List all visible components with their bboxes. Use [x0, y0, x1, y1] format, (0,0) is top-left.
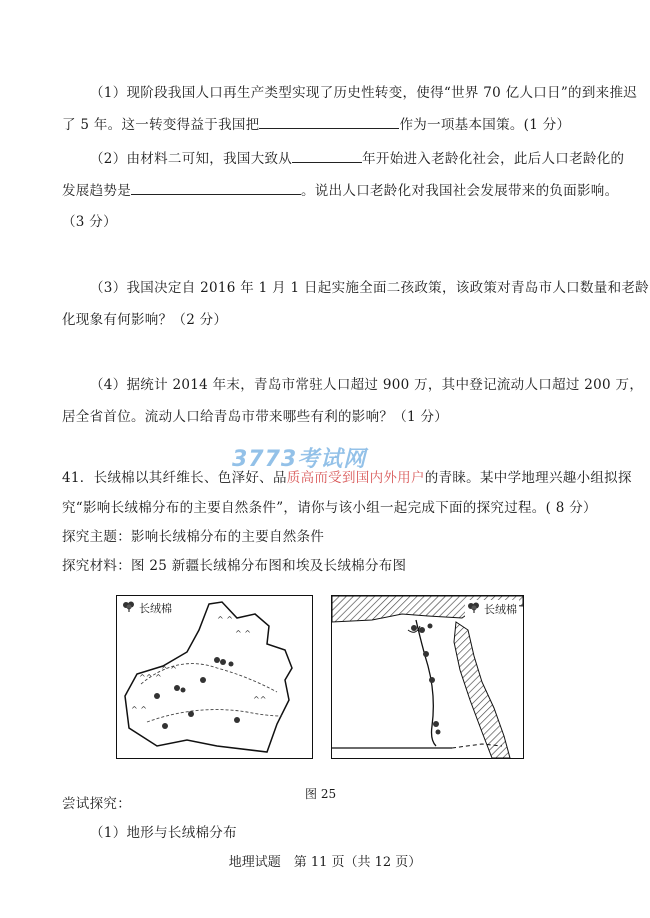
egypt-map: [331, 595, 524, 759]
material-line: 探究材料：图 25 新疆长绒棉分布图和埃及长绒棉分布图: [62, 558, 407, 574]
q41-text-b: 的青睐。某中学地理兴趣小组拟探: [424, 470, 632, 486]
q2-trend-blank[interactable]: [131, 181, 301, 195]
svg-text:^ ^: ^ ^: [217, 615, 233, 624]
cotton-markers-egypt: [411, 624, 441, 735]
egypt-legend: [465, 600, 519, 618]
sub1-line: （1）地形与长绒棉分布: [90, 825, 237, 841]
theme-line: 探究主题：影响长绒棉分布的主要自然条件: [62, 529, 325, 545]
q1-text-a: 了 5 年。这一转变得益于我国把: [62, 117, 260, 133]
q3-line-1: （3）我国决定自 2016 年 1 月 1 日起实施全面二孩政策，该政策对青岛市人口数量和老龄: [90, 280, 649, 296]
xinjiang-map: [116, 595, 313, 759]
q41-line-2: 究“影响长绒棉分布的主要自然条件”，请你与该小组一起完成下面的探究过程。( 8 分）: [62, 500, 597, 516]
q1-answer-blank[interactable]: [259, 115, 399, 129]
figure-caption: 图 25: [305, 787, 337, 801]
q4-line-1: （4）据统计 2014 年末，青岛市常驻人口超过 900 万，其中登记流动人口超过 200 万，: [90, 377, 644, 393]
q3-line-2: 化现象有何影响？（2 分）: [62, 312, 228, 328]
q1-line-2: [62, 115, 570, 134]
svg-text:^ ^: ^ ^: [161, 665, 177, 674]
page-footer: 地理试题 第 11 页（共 12 页）: [228, 855, 422, 870]
cotton-icon: [467, 602, 481, 616]
egypt-outline: [332, 596, 523, 758]
q2-line-2: [62, 181, 618, 200]
svg-text:^ ^: ^ ^: [235, 629, 251, 638]
q2-year-blank[interactable]: [292, 149, 362, 163]
egypt-legend-label: 长绒棉: [484, 603, 517, 616]
q2-line-1: [90, 149, 624, 168]
svg-text:^ ^: ^ ^: [131, 705, 147, 714]
q2-text-b: 年开始进入老龄化社会，此后人口老龄化的: [362, 151, 625, 167]
q2-line-3: （3 分）: [62, 214, 117, 230]
xinjiang-legend-label: 长绒棉: [139, 602, 172, 615]
q41-text-a: 41．长绒棉以其纤维长、色泽好、品: [62, 470, 287, 486]
q4-line-2: 居全省首位。流动人口给青岛市带来哪些有利的影响？（1 分）: [62, 409, 449, 425]
q1-text-b: 作为一项基本国策。(1 分）: [399, 117, 571, 133]
svg-text:^^ ^: ^^ ^: [139, 673, 162, 682]
q41-line-1: [62, 469, 632, 487]
q2-text-c: 发展趋势是: [62, 183, 131, 199]
xinjiang-outline: [117, 596, 312, 758]
q1-line-1: （1）现阶段我国人口再生产类型实现了历史性转变，使得“世界 70 亿人口日”的到来推迟: [90, 85, 638, 101]
attempt-line: 尝试探究：: [62, 796, 131, 812]
svg-text:^^: ^^: [253, 695, 267, 704]
q2-text-a: （2）由材料二可知，我国大致从: [90, 151, 293, 167]
watermark-logo: 3773考试网: [232, 447, 367, 472]
q2-text-d: 。说出人口老龄化对我国社会发展带来的负面影响。: [301, 183, 619, 199]
q41-text-overlay: 质高而受到国内外用户: [286, 470, 425, 486]
